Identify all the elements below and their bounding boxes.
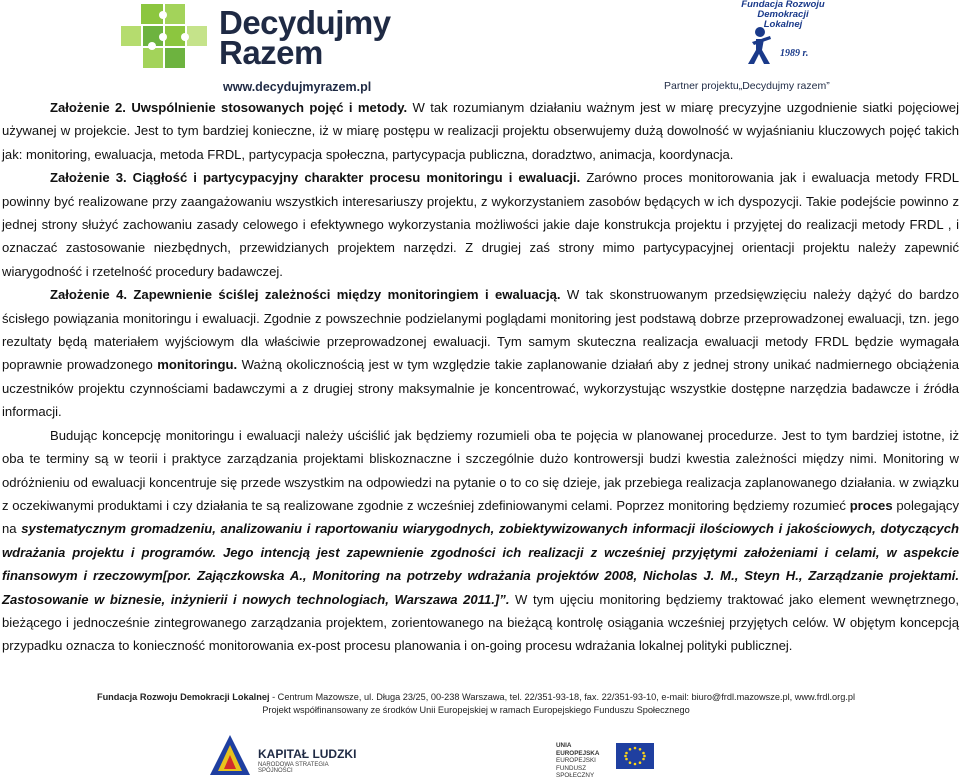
paragraph-assumption-4 (2, 283, 959, 423)
assumption-3-label: Założenie 3. (50, 170, 127, 186)
decydujmy-razem-logo (115, 0, 391, 96)
brand-line1: Decydujmy (219, 4, 391, 41)
kl-subtitle: NARODOWA STRATEGIA SPÓJNOŚCI (258, 762, 329, 774)
paragraph-monitoring-concept (2, 424, 959, 658)
frdl-year: 1989 r. (780, 48, 809, 59)
document-body (2, 96, 959, 658)
brand-url-link[interactable]: www.decydujmyrazem.pl (223, 80, 372, 94)
footer-org-name: Fundacja Rozwoju Demokracji Lokalnej (96, 692, 270, 702)
assumption-3-title: Ciągłość i partycypacyjny charakter procesu monitoringu i ewaluacji. (132, 170, 581, 186)
eu-line2: EUROPEJSKI (556, 757, 596, 764)
eu-flag-icon (616, 743, 654, 769)
eu-line1: UNIA EUROPEJSKA (556, 742, 600, 757)
assumption-2-text: W tak rozumianym działaniu ważnym jest w miarę precyzyjne uzgodnienie siatki pojęciowej używanej w projekcie. Jest to tym bardziej konieczne, iż w miarę postępu w realizacji projektu obserwujemy dużą dowolność w wyjaśnianiu kluczowych pojęć takich jak: monitoring, ewaluacja, metoda FRDL, partycypacja społeczna, partycypacja publiczna, doradztwo, animacja, koordynacja. (2, 100, 959, 162)
footer-contact (96, 690, 856, 704)
assumption-4-text-a: W tak skonstruowanym przedsięwzięciu należy dążyć do bardzo ścisłego powiązania monitoringu i ewaluacji. Zgodnie z powszechnie podzielanymi poglądami monitoring jest podstawą dobrze przeprowadzonej ewaluacji, tzn. jego rezultaty będą materiałem wyjściowym dla właściwie przeprowadzonej ewaluacji. Tym samym skuteczna realizacja ewaluacji metody FRDL będzie wymagała poprawnie prowadzonego (2, 287, 959, 373)
page-header (0, 0, 960, 96)
kapital-ludzki-logo (208, 733, 358, 777)
concept-text-b: polegający na (2, 497, 959, 537)
eu-logo (556, 740, 656, 777)
assumption-4-bold: monitoringu. (157, 357, 238, 373)
partner-text: Partner projektu„Decydujmy razem” (664, 80, 830, 92)
concept-bold: proces (849, 497, 893, 513)
kapital-ludzki-icon (208, 733, 252, 777)
frdl-name: Fundacja Rozwoju Demokracji Lokalnej (741, 0, 825, 30)
footer-contact-details: - Centrum Mazowsze, ul. Długa 23/25, 00-238 Warszawa, tel. 22/351-93-18, fax. 22/351-93-10, e-mail: biuro@frdl.mazowsze.pl, www.frdl.org.pl (269, 692, 856, 702)
concept-definition: systematycznym gromadzeniu, analizowaniu i raportowaniu wiarygodnych, zobiektywizowanych informacji ilościowych i jakościowych, dotyczących wdrażania projektu i programów. Jego intencją jest zapewnienie zgodności ich realizacji z wcześniej przyjętymi założeniami i celami, w aspekcie finansowym i rzeczowym[por. Zajączkowska A., Monitoring na potrzeby wdrażania projektów 2008, Nicholas J. M., Steyn H., Zarządzanie projektami. Zastosowanie w biznesie, inżynierii i nowych technologiach, Warszawa 2011.]”. (2, 521, 959, 607)
assumption-4-text-b: Ważną okolicznością jest w tym względzie takie zaplanowanie działań aby z jednej strony unikać nadmiernego obciążenia uczestników projektu czynnościami badawczymi a z drugiej strony maksymalnie je koncentrować, wykorzystując wszystkie dostępne narzędzia badawcze i źródła informacji. (2, 357, 959, 420)
brand-line2: Razem (219, 34, 323, 71)
frdl-logo (660, 0, 960, 96)
eu-text (556, 742, 612, 780)
concept-text-c: W tym ujęciu monitoring będziemy traktować jako element wewnętrznego, bieżącego i jednocześnie zintegrowanego zarządzania projektem, zorientowanego na bieżącą kontrolę osiągania wcześniej przyjętych celów. W objętym koncepcją przypadku oznacza to konieczność monitorowania ex-post procesu planowania i on-going procesu wdrażania lokalnej polityki publicznej. (2, 591, 960, 654)
footer-cofinance: Projekt współfinansowany ze środków Unii Europejskiej w ramach Europejskiego Funduszu Społecznego (262, 705, 690, 715)
assumption-3-text: Zarówno proces monitorowania jak i ewaluacja metody FRDL powinny być realizowane przy zaangażowaniu wszystkich interesariuszy projektu, z wykorzystaniem zasobów będących w ich dyspozycji. Takie podejście powinno z jednej strony służyć zachowaniu zasady celowego i efektywnego wykorzystania możliwości jakie daje konstrukcja projektu i przyjętej do realizacji metody FRDL , i oznaczać zastosowanie niezbędnych, przewidzianych projektem narzędzi. Z drugiej zaś strony mimo partycypacyjnej orientacji projektu należy zapewnić wiarygodność i rzetelność procedury badawczej. (2, 170, 959, 279)
assumption-2-label: Założenie 2. (50, 100, 126, 115)
concept-text-a: Budując koncepcję monitoringu i ewaluacji należy uściślić jak będziemy rozumieli oba te pojęcia w planowanej procedurze. Jest to tym bardziej istotne, iż oba te terminy są w teorii i praktyce zarządzania projektami bliskoznaczne i szczególnie dużo kontrowersji budzi kwestia zależności między nimi. Monitoring w odróżnieniu od ewaluacji koncentruje się przede wszystkim na odpowiedzi na pytanie o to co się dzieje, jak przebiega realizacja zaplanowanego działania. w związku z oczekiwanymi produktami i czy działania te są realizowane zgodnie z wcześniej zdefiniowanymi celami. Poprzez monitoring będziemy rozumieć (2, 427, 959, 513)
paragraph-assumption-2 (2, 96, 959, 166)
kl-title: KAPITAŁ LUDZKI (258, 747, 357, 761)
assumption-2-title: Uwspólnienie stosowanych pojęć i metody. (131, 100, 408, 115)
puzzle-logo-icon (119, 2, 209, 70)
assumption-4-title: Zapewnienie ściślej zależności między monitoringiem i ewaluacją. (133, 287, 561, 303)
assumption-4-label: Założenie 4. (50, 287, 127, 303)
paragraph-assumption-3 (2, 166, 959, 283)
eu-line3: FUNDUSZ SPOŁECZNY (556, 764, 595, 779)
